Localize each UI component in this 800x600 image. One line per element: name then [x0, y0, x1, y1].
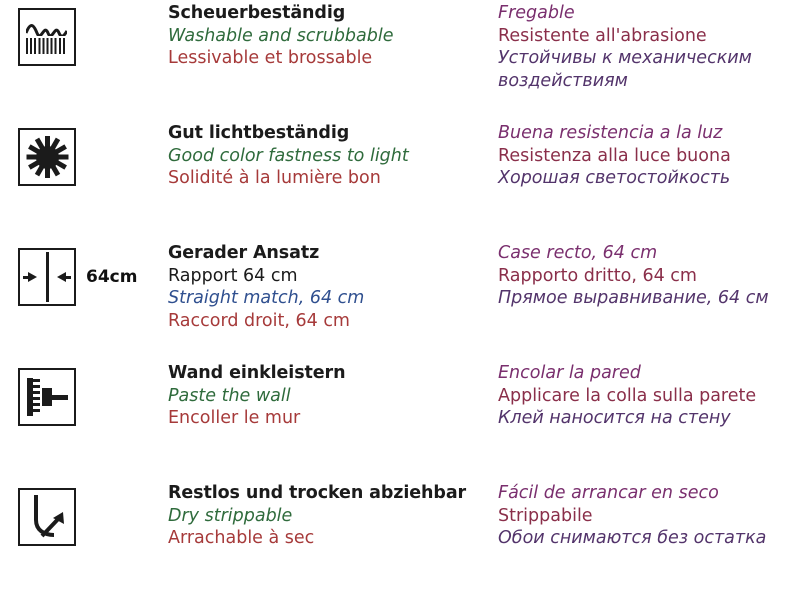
dry-strippable-icon: [18, 488, 76, 546]
legend-row: [0, 240, 800, 360]
line-fr: Solidité à la lumière bon: [168, 168, 381, 188]
icon-cell: [18, 240, 168, 306]
line-es: Fácil de arrancar en seco: [498, 483, 719, 503]
icon-cell: [18, 360, 168, 426]
line-es: Case recto, 64 cm: [498, 243, 658, 263]
repeat-measure-label: 64cm: [86, 267, 138, 287]
line-fr: Arrachable à sec: [168, 528, 315, 548]
line-ru: Клей наносится на стену: [498, 408, 731, 428]
line-ru: Устойчивы к механическим: [498, 48, 752, 68]
line-en: Straight match, 64 cm: [168, 288, 365, 308]
line-it: Resistente all'abrasione: [498, 25, 707, 46]
legend-row: [0, 0, 800, 120]
scrub-brush-icon: [18, 8, 76, 66]
line-de: Restlos und trocken abziehbar: [168, 483, 467, 503]
line-ru-cont: воздействиям: [498, 70, 628, 91]
brush-handle: [51, 395, 68, 400]
line-it: Strippabile: [498, 505, 593, 526]
line-de: Gut lichtbeständig: [168, 123, 350, 143]
line-en: Dry strippable: [168, 505, 293, 526]
text-column-right: [498, 240, 800, 310]
match-arrow-left: [57, 272, 66, 282]
line-ru: Прямое выравнивание, 64 см: [498, 288, 769, 308]
match-arrow-right: [28, 272, 37, 282]
legend-row: [0, 360, 800, 480]
line-es: Encolar la pared: [498, 363, 641, 383]
line-es: Fregable: [498, 3, 575, 23]
icon-cell: [18, 0, 168, 66]
line-it: Resistenza alla luce buona: [498, 145, 731, 166]
icon-cell: [18, 120, 168, 186]
line-en: Good color fastness to light: [168, 145, 409, 166]
text-column-left: [168, 120, 498, 190]
match-center-line: [46, 252, 49, 302]
bristles: [26, 38, 67, 54]
straight-match-icon: [18, 248, 76, 306]
paste-the-wall-icon: [18, 368, 76, 426]
line-en: Paste the wall: [168, 385, 291, 406]
text-column-right: [498, 360, 800, 430]
line-de-secondary: Rapport 64 cm: [168, 265, 298, 286]
sun-core: [36, 146, 59, 169]
paste-marks: [33, 379, 40, 415]
line-ru: Хорошая светостойкость: [498, 168, 731, 188]
line-fr: Raccord droit, 64 cm: [168, 310, 350, 331]
line-de: Wand einkleistern: [168, 363, 346, 383]
line-fr: Lessivable et brossable: [168, 48, 373, 68]
legend-row: [0, 120, 800, 240]
text-column-left: [168, 360, 498, 430]
line-en: Washable and scrubbable: [168, 25, 394, 46]
line-es: Buena resistencia a la luz: [498, 123, 723, 143]
line-de: Scheuerbeständig: [168, 3, 346, 23]
wave-line: [26, 22, 67, 36]
line-it: Applicare la colla sulla parete: [498, 385, 757, 406]
text-column-left: [168, 0, 498, 70]
line-fr: Encoller le mur: [168, 408, 301, 428]
line-it: Rapporto dritto, 64 cm: [498, 265, 697, 286]
text-column-right: [498, 0, 800, 92]
text-column-left: [168, 480, 498, 550]
line-de: Gerader Ansatz: [168, 243, 320, 263]
sun-icon: [18, 128, 76, 186]
icon-cell: [18, 480, 168, 546]
text-column-right: [498, 480, 800, 550]
text-column-right: [498, 120, 800, 190]
text-column-left: [168, 240, 498, 332]
legend-row: [0, 480, 800, 600]
line-ru: Обои снимаются без остатка: [498, 528, 767, 548]
